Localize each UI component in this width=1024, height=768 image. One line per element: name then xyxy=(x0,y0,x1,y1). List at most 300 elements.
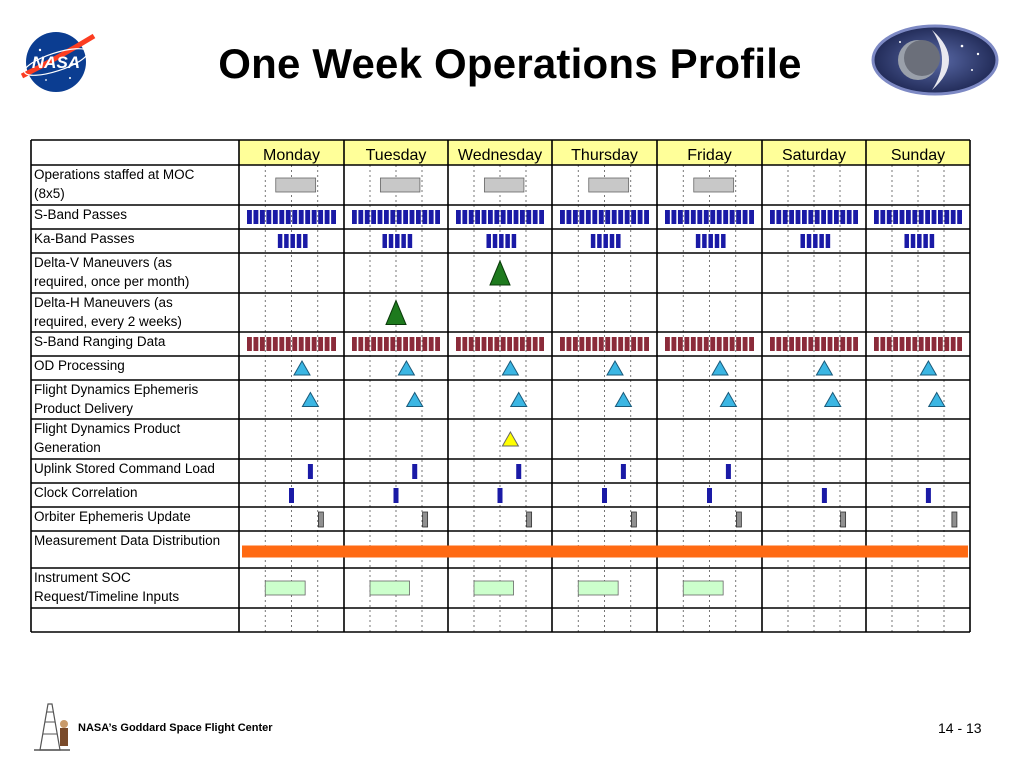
ranging-segment xyxy=(539,337,544,351)
ka-band-pass xyxy=(708,234,713,248)
ranging-segment xyxy=(273,337,278,351)
ranging-segment xyxy=(526,337,531,351)
s-band-pass xyxy=(292,210,297,224)
ranging-segment xyxy=(684,337,689,351)
ranging-segment xyxy=(638,337,643,351)
ranging-segment xyxy=(371,337,376,351)
s-band-pass xyxy=(378,210,383,224)
ka-band-pass xyxy=(505,234,510,248)
s-band-pass xyxy=(560,210,565,224)
ranging-segment xyxy=(887,337,892,351)
s-band-pass xyxy=(710,210,715,224)
s-band-pass xyxy=(253,210,258,224)
ranging-segment xyxy=(494,337,499,351)
s-band-pass xyxy=(678,210,683,224)
s-band-pass xyxy=(815,210,820,224)
ranging-segment xyxy=(697,337,702,351)
ka-band-pass xyxy=(911,234,916,248)
s-band-pass xyxy=(566,210,571,224)
event-triangle xyxy=(825,393,841,407)
ranging-segment xyxy=(605,337,610,351)
s-band-pass xyxy=(932,210,937,224)
ranging-segment xyxy=(429,337,434,351)
s-band-pass xyxy=(938,210,943,224)
ephemeris-tick xyxy=(631,512,636,527)
ranging-segment xyxy=(840,337,845,351)
event-triangle xyxy=(386,301,406,325)
s-band-pass xyxy=(776,210,781,224)
ranging-segment xyxy=(957,337,962,351)
ranging-segment xyxy=(847,337,852,351)
ka-band-pass xyxy=(395,234,400,248)
ranging-segment xyxy=(710,337,715,351)
ranging-segment xyxy=(533,337,538,351)
row-label: Measurement Data Distribution xyxy=(34,533,221,548)
ranging-segment xyxy=(292,337,297,351)
event-triangle xyxy=(294,361,310,375)
ranging-segment xyxy=(743,337,748,351)
s-band-pass xyxy=(266,210,271,224)
s-band-pass xyxy=(384,210,389,224)
ranging-segment xyxy=(560,337,565,351)
ranging-segment xyxy=(704,337,709,351)
ka-band-pass xyxy=(813,234,818,248)
ranging-segment xyxy=(691,337,696,351)
s-band-pass xyxy=(808,210,813,224)
s-band-pass xyxy=(488,210,493,224)
s-band-pass xyxy=(944,210,949,224)
ka-band-pass xyxy=(702,234,707,248)
ka-band-pass xyxy=(493,234,498,248)
row-label: S-Band Ranging Data xyxy=(34,334,166,349)
s-band-pass xyxy=(456,210,461,224)
s-band-pass xyxy=(305,210,310,224)
row-label: Request/Timeline Inputs xyxy=(34,589,180,604)
ranging-segment xyxy=(462,337,467,351)
command-tick xyxy=(394,488,399,503)
ranging-segment xyxy=(312,337,317,351)
s-band-pass xyxy=(371,210,376,224)
ranging-segment xyxy=(456,337,461,351)
ranging-segment xyxy=(944,337,949,351)
s-band-pass xyxy=(612,210,617,224)
ranging-segment xyxy=(938,337,943,351)
ephemeris-tick xyxy=(423,512,428,527)
ranging-segment xyxy=(815,337,820,351)
command-tick xyxy=(498,488,503,503)
ephemeris-tick xyxy=(318,512,323,527)
ranging-segment xyxy=(853,337,858,351)
ka-band-pass xyxy=(303,234,308,248)
row-label: Clock Correlation xyxy=(34,485,138,500)
ranging-segment xyxy=(365,337,370,351)
s-band-pass xyxy=(539,210,544,224)
ranging-segment xyxy=(893,337,898,351)
ranging-segment xyxy=(422,337,427,351)
s-band-pass xyxy=(462,210,467,224)
ranging-segment xyxy=(874,337,879,351)
staffing-box xyxy=(276,178,316,192)
s-band-pass xyxy=(618,210,623,224)
s-band-pass xyxy=(352,210,357,224)
day-header-saturday: Saturday xyxy=(781,147,847,164)
s-band-pass xyxy=(783,210,788,224)
ranging-segment xyxy=(384,337,389,351)
s-band-pass xyxy=(684,210,689,224)
ranging-segment xyxy=(925,337,930,351)
ranging-segment xyxy=(469,337,474,351)
row-label: Flight Dynamics Product xyxy=(34,421,181,436)
s-band-pass xyxy=(625,210,630,224)
s-band-pass xyxy=(925,210,930,224)
ranging-segment xyxy=(723,337,728,351)
s-band-pass xyxy=(665,210,670,224)
row-label: Delta-H Maneuvers (as xyxy=(34,295,173,310)
event-triangle xyxy=(920,361,936,375)
s-band-pass xyxy=(840,210,845,224)
ka-band-pass xyxy=(408,234,413,248)
soc-input-box xyxy=(683,581,723,595)
ka-band-pass xyxy=(278,234,283,248)
s-band-pass xyxy=(586,210,591,224)
ka-band-pass xyxy=(401,234,406,248)
ranging-segment xyxy=(789,337,794,351)
s-band-pass xyxy=(247,210,252,224)
s-band-pass xyxy=(631,210,636,224)
soc-input-box xyxy=(578,581,618,595)
staffing-box xyxy=(380,178,420,192)
s-band-pass xyxy=(435,210,440,224)
command-tick xyxy=(822,488,827,503)
row-label: Generation xyxy=(34,440,101,455)
s-band-pass xyxy=(273,210,278,224)
s-band-pass xyxy=(671,210,676,224)
ranging-segment xyxy=(299,337,304,351)
s-band-pass xyxy=(912,210,917,224)
s-band-pass xyxy=(749,210,754,224)
ranging-segment xyxy=(573,337,578,351)
event-triangle xyxy=(407,393,423,407)
ranging-segment xyxy=(749,337,754,351)
s-band-pass xyxy=(592,210,597,224)
ka-band-pass xyxy=(904,234,909,248)
ranging-segment xyxy=(247,337,252,351)
s-band-pass xyxy=(900,210,905,224)
s-band-pass xyxy=(853,210,858,224)
command-tick xyxy=(726,464,731,479)
s-band-pass xyxy=(279,210,284,224)
ranging-segment xyxy=(612,337,617,351)
s-band-pass xyxy=(475,210,480,224)
day-header-thursday: Thursday xyxy=(571,147,638,164)
ranging-segment xyxy=(331,337,336,351)
ranging-segment xyxy=(403,337,408,351)
row-label: Uplink Stored Command Load xyxy=(34,461,215,476)
s-band-pass xyxy=(717,210,722,224)
ranging-segment xyxy=(919,337,924,351)
ka-band-pass xyxy=(696,234,701,248)
soc-input-box xyxy=(370,581,410,595)
ka-band-pass xyxy=(721,234,726,248)
ka-band-pass xyxy=(382,234,387,248)
staffing-box xyxy=(589,178,629,192)
row-label: Delta-V Maneuvers (as xyxy=(34,255,173,270)
ka-band-pass xyxy=(826,234,831,248)
ranging-segment xyxy=(678,337,683,351)
ephemeris-tick xyxy=(736,512,741,527)
event-triangle xyxy=(490,261,510,285)
ranging-segment xyxy=(390,337,395,351)
s-band-pass xyxy=(482,210,487,224)
s-band-pass xyxy=(847,210,852,224)
row-label: Ka-Band Passes xyxy=(34,231,135,246)
s-band-pass xyxy=(638,210,643,224)
ka-band-pass xyxy=(610,234,615,248)
ranging-segment xyxy=(900,337,905,351)
ranging-segment xyxy=(592,337,597,351)
ranging-segment xyxy=(625,337,630,351)
ranging-segment xyxy=(266,337,271,351)
ranging-segment xyxy=(318,337,323,351)
s-band-pass xyxy=(887,210,892,224)
ranging-segment xyxy=(796,337,801,351)
command-tick xyxy=(926,488,931,503)
day-header-friday: Friday xyxy=(687,147,732,164)
ka-band-pass xyxy=(603,234,608,248)
ranging-segment xyxy=(912,337,917,351)
command-tick xyxy=(289,488,294,503)
s-band-pass xyxy=(422,210,427,224)
ranging-segment xyxy=(325,337,330,351)
ka-band-pass xyxy=(512,234,517,248)
s-band-pass xyxy=(802,210,807,224)
s-band-pass xyxy=(893,210,898,224)
launch-tower-icon xyxy=(30,700,76,752)
page-number: 14 - 13 xyxy=(938,720,982,736)
page-title: One Week Operations Profile xyxy=(218,40,802,87)
event-triangle xyxy=(712,361,728,375)
s-band-pass xyxy=(331,210,336,224)
ka-band-pass xyxy=(917,234,922,248)
row-label: Instrument SOC xyxy=(34,570,131,585)
ranging-segment xyxy=(279,337,284,351)
s-band-pass xyxy=(697,210,702,224)
ranging-segment xyxy=(520,337,525,351)
ranging-segment xyxy=(507,337,512,351)
soc-input-box xyxy=(265,581,305,595)
command-tick xyxy=(707,488,712,503)
ranging-segment xyxy=(435,337,440,351)
ka-band-pass xyxy=(930,234,935,248)
s-band-pass xyxy=(299,210,304,224)
ranging-segment xyxy=(736,337,741,351)
ranging-segment xyxy=(397,337,402,351)
command-tick xyxy=(602,488,607,503)
row-label: Orbiter Ephemeris Update xyxy=(34,509,191,524)
s-band-pass xyxy=(951,210,956,224)
ranging-segment xyxy=(834,337,839,351)
s-band-pass xyxy=(312,210,317,224)
s-band-pass xyxy=(704,210,709,224)
ranging-segment xyxy=(808,337,813,351)
day-header-wednesday: Wednesday xyxy=(457,147,543,164)
s-band-pass xyxy=(325,210,330,224)
event-triangle xyxy=(607,361,623,375)
ranging-segment xyxy=(260,337,265,351)
s-band-pass xyxy=(644,210,649,224)
ranging-segment xyxy=(599,337,604,351)
ka-band-pass xyxy=(290,234,295,248)
event-triangle xyxy=(929,393,945,407)
s-band-pass xyxy=(416,210,421,224)
s-band-pass xyxy=(533,210,538,224)
ranging-segment xyxy=(828,337,833,351)
s-band-pass xyxy=(957,210,962,224)
ranging-segment xyxy=(566,337,571,351)
ka-band-pass xyxy=(923,234,928,248)
s-band-pass xyxy=(520,210,525,224)
footer-org: NASA’s Goddard Space Flight Center xyxy=(78,722,273,734)
ranging-segment xyxy=(951,337,956,351)
s-band-pass xyxy=(723,210,728,224)
s-band-pass xyxy=(874,210,879,224)
s-band-pass xyxy=(880,210,885,224)
ranging-segment xyxy=(286,337,291,351)
event-triangle xyxy=(511,393,527,407)
ranging-segment xyxy=(880,337,885,351)
s-band-pass xyxy=(919,210,924,224)
ranging-segment xyxy=(482,337,487,351)
ranging-segment xyxy=(783,337,788,351)
ranging-segment xyxy=(378,337,383,351)
s-band-pass xyxy=(789,210,794,224)
ka-band-pass xyxy=(389,234,394,248)
ranging-segment xyxy=(776,337,781,351)
command-tick xyxy=(621,464,626,479)
day-header-monday: Monday xyxy=(263,147,320,164)
ka-band-pass xyxy=(616,234,621,248)
event-triangle xyxy=(302,393,318,407)
ranging-segment xyxy=(416,337,421,351)
ranging-segment xyxy=(514,337,519,351)
ka-band-pass xyxy=(284,234,289,248)
s-band-pass xyxy=(260,210,265,224)
ka-band-pass xyxy=(297,234,302,248)
s-band-pass xyxy=(579,210,584,224)
ephemeris-tick xyxy=(952,512,957,527)
s-band-pass xyxy=(507,210,512,224)
s-band-pass xyxy=(736,210,741,224)
s-band-pass xyxy=(469,210,474,224)
s-band-pass xyxy=(429,210,434,224)
ranging-segment xyxy=(618,337,623,351)
ranging-segment xyxy=(488,337,493,351)
s-band-pass xyxy=(599,210,604,224)
s-band-pass xyxy=(526,210,531,224)
ephemeris-tick xyxy=(841,512,846,527)
s-band-pass xyxy=(573,210,578,224)
measurement-distribution-bar xyxy=(242,546,968,558)
row-label: Product Delivery xyxy=(34,401,134,416)
s-band-pass xyxy=(906,210,911,224)
row-label: S-Band Passes xyxy=(34,207,128,222)
s-band-pass xyxy=(410,210,415,224)
command-tick xyxy=(412,464,417,479)
ranging-segment xyxy=(770,337,775,351)
s-band-pass xyxy=(365,210,370,224)
svg-text:NASA: NASA xyxy=(31,53,81,72)
s-band-pass xyxy=(821,210,826,224)
ka-band-pass xyxy=(807,234,812,248)
event-triangle xyxy=(720,393,736,407)
row-label: Operations staffed at MOC xyxy=(34,167,195,182)
s-band-pass xyxy=(828,210,833,224)
s-band-pass xyxy=(691,210,696,224)
s-band-pass xyxy=(605,210,610,224)
ranging-segment xyxy=(821,337,826,351)
ka-band-pass xyxy=(597,234,602,248)
s-band-pass xyxy=(318,210,323,224)
s-band-pass xyxy=(730,210,735,224)
s-band-pass xyxy=(358,210,363,224)
ranging-segment xyxy=(932,337,937,351)
s-band-pass xyxy=(743,210,748,224)
soc-input-box xyxy=(474,581,514,595)
ranging-segment xyxy=(352,337,357,351)
ka-band-pass xyxy=(819,234,824,248)
s-band-pass xyxy=(286,210,291,224)
ranging-segment xyxy=(631,337,636,351)
ka-band-pass xyxy=(591,234,596,248)
s-band-pass xyxy=(501,210,506,224)
staffing-box xyxy=(484,178,524,192)
ka-band-pass xyxy=(715,234,720,248)
ranging-segment xyxy=(305,337,310,351)
ranging-segment xyxy=(475,337,480,351)
ka-band-pass xyxy=(499,234,504,248)
event-triangle xyxy=(816,361,832,375)
ranging-segment xyxy=(644,337,649,351)
ranging-segment xyxy=(717,337,722,351)
ranging-segment xyxy=(671,337,676,351)
s-band-pass xyxy=(403,210,408,224)
ranging-segment xyxy=(358,337,363,351)
command-tick xyxy=(308,464,313,479)
s-band-pass xyxy=(397,210,402,224)
event-triangle xyxy=(398,361,414,375)
ranging-segment xyxy=(501,337,506,351)
day-header-sunday: Sunday xyxy=(890,147,946,164)
ranging-segment xyxy=(730,337,735,351)
event-triangle xyxy=(502,432,518,446)
row-label: (8x5) xyxy=(34,186,65,201)
day-header-tuesday: Tuesday xyxy=(365,147,427,164)
s-band-pass xyxy=(796,210,801,224)
ranging-segment xyxy=(586,337,591,351)
ranging-segment xyxy=(906,337,911,351)
ranging-segment xyxy=(579,337,584,351)
command-tick xyxy=(516,464,521,479)
ka-band-pass xyxy=(486,234,491,248)
ranging-segment xyxy=(665,337,670,351)
ka-band-pass xyxy=(800,234,805,248)
event-triangle xyxy=(502,361,518,375)
staffing-box xyxy=(694,178,734,192)
s-band-pass xyxy=(514,210,519,224)
ranging-segment xyxy=(410,337,415,351)
row-label: required, once per month) xyxy=(34,274,190,289)
s-band-pass xyxy=(770,210,775,224)
